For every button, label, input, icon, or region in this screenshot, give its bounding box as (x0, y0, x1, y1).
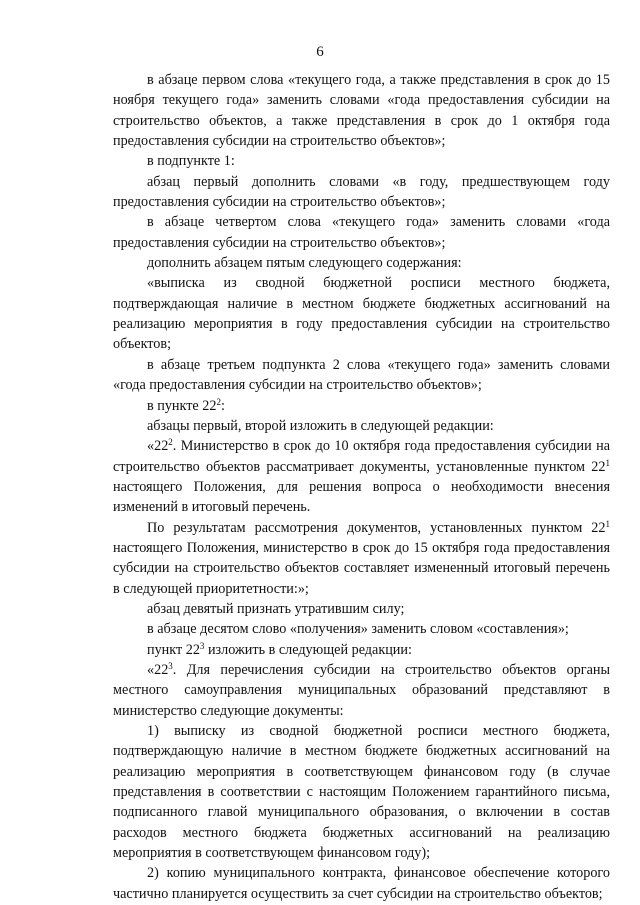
paragraph: в абзаце третьем подпункта 2 слова «текущего года» заменить словами «года предоставления субсидии на строительство объектов»; (113, 356, 610, 394)
paragraph: в пункте $22^2$: (147, 396, 225, 414)
page-number: 6 (316, 44, 324, 60)
paragraph: абзацы первый, второй изложить в следующей редакции: (147, 417, 494, 434)
paragraph: 1) выписку из сводной бюджетной росписи местного бюджета, подтверждающую наличие в местном бюджете бюджетных ассигнований на реализацию мероприятия в соответствующем финансовом году (в случае представления в соответствии с настоящим Положением гарантийного письма, подписанного главой муниципального образования, о включении в состав расходов местного бюджета бюджетных ассигнований на реализацию мероприятия в соответствующем финансовом году); (113, 723, 610, 862)
paragraph: «выписка из сводной бюджетной росписи местного бюджета, подтверждающая наличие в местном бюджете бюджетных ассигнований на реализацию мероприятия в году предоставления субсидии на строительство объектов; (113, 275, 610, 353)
paragraph: абзац девятый признать утратившим силу; (147, 600, 405, 617)
paragraph: абзац первый дополнить словами «в году, предшествующем году предоставления субсидии на строительство объектов»; (113, 173, 610, 211)
paragraph: 2) копию муниципального контракта, финансовое обеспечение которого частично планируется осуществить за счет субсидии на строительство объектов; (113, 865, 610, 902)
paragraph: в абзаце четвертом слова «текущего года» заменить словами «года предоставления субсидии на строительство объектов»; (113, 214, 610, 251)
paragraph: в подпункте 1: (147, 153, 235, 170)
paragraph: в абзаце первом слова «текущего года, а также представления в срок до 15 ноября текущего года» заменить словами «года предоставления субсидии на строительство объектов, а также представления в срок до 1 октября года предоставления субсидии на строительство объектов»; (113, 72, 610, 150)
paragraph: пункт $22^3$ изложить в следующей редакции: (147, 640, 412, 658)
paragraph: в абзаце десятом слово «получения» заменить словом «составления»; (147, 621, 569, 638)
paragraph: «$22^3$. Для перечисления субсидии на строительство объектов органы местного самоуправления муниципальных образований представляют в министерство следующие документы: (113, 660, 610, 719)
document-body (113, 70, 610, 904)
paragraph: По результатам рассмотрения документов, установленных пунктом $22^1$ настоящего Положения, министерство в срок до 15 октября года предоставления субсидии на строительство объектов составляет измененный итоговый перечень в следующей приоритетности:»; (113, 518, 610, 597)
paragraph: «$22^2$. Министерство в срок до 10 октября года предоставления субсидии на строительство объектов рассматривает документы, установленные пунктом $22^1$ настоящего Положения, для решения вопроса о необходимости внесения изменений в итоговый перечень. (113, 437, 610, 516)
paragraph: дополнить абзацем пятым следующего содержания: (147, 255, 462, 272)
